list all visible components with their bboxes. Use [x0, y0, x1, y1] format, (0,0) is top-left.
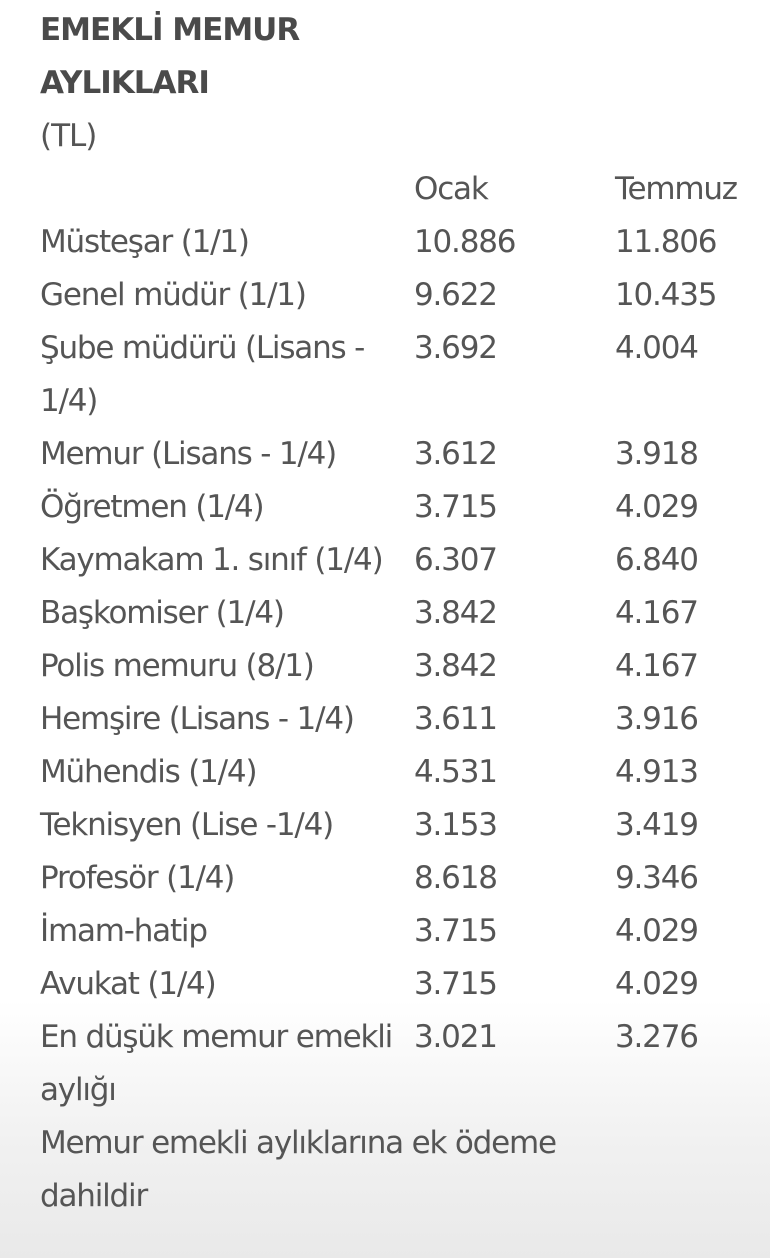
row-ocak-value: 3.715 — [414, 966, 497, 1002]
footnote: Memur emekli aylıklarına ek ödeme dahildir — [40, 1125, 556, 1214]
row-temmuz-value: 3.419 — [615, 807, 698, 843]
row-ocak-value: 3.842 — [414, 595, 497, 631]
row-label: Mühendis (1/4) — [40, 754, 257, 790]
table-row — [40, 534, 770, 587]
table-row — [40, 746, 770, 799]
table-row — [40, 216, 770, 269]
table-title-line-1: EMEKLİ MEMUR — [40, 12, 300, 48]
currency-unit: (TL) — [40, 118, 97, 154]
row-temmuz-value: 4.167 — [615, 595, 698, 631]
column-header-label — [40, 163, 414, 216]
table-row — [40, 481, 770, 534]
row-label: Şube müdürü (Lisans - 1/4) — [40, 330, 365, 419]
row-label: Polis memuru (8/1) — [40, 648, 314, 684]
row-temmuz-value: 3.276 — [615, 1019, 698, 1055]
row-ocak-value: 4.531 — [414, 754, 497, 790]
row-temmuz-value: 4.913 — [615, 754, 698, 790]
table-row — [40, 1011, 770, 1117]
column-header-ocak: Ocak — [414, 171, 488, 207]
row-ocak-value: 3.021 — [414, 1019, 497, 1055]
row-label: Teknisyen (Lise -1/4) — [40, 807, 334, 843]
row-label: Avukat (1/4) — [40, 966, 216, 1002]
table-row — [40, 269, 770, 322]
table-title-line-2: AYLIKLARI — [40, 65, 209, 101]
table-header-row — [40, 163, 770, 216]
row-ocak-value: 9.622 — [414, 277, 497, 313]
row-ocak-value: 3.715 — [414, 489, 497, 525]
row-label: İmam-hatip — [40, 913, 207, 949]
table-row — [40, 852, 770, 905]
row-label: Öğretmen (1/4) — [40, 489, 264, 525]
row-temmuz-value: 3.918 — [615, 436, 698, 472]
table-row — [40, 693, 770, 746]
row-ocak-value: 3.715 — [414, 913, 497, 949]
table-row — [40, 640, 770, 693]
row-ocak-value: 3.692 — [414, 330, 497, 366]
article-content — [40, 4, 770, 1223]
column-header-temmuz: Temmuz — [615, 171, 737, 207]
table-row — [40, 322, 770, 428]
row-ocak-value: 8.618 — [414, 860, 497, 896]
row-label: Hemşire (Lisans - 1/4) — [40, 701, 354, 737]
row-temmuz-value: 4.167 — [615, 648, 698, 684]
pension-table — [40, 163, 770, 1117]
row-temmuz-value: 6.840 — [615, 542, 698, 578]
row-label: Memur (Lisans - 1/4) — [40, 436, 337, 472]
row-ocak-value: 10.886 — [414, 224, 516, 260]
table-row — [40, 905, 770, 958]
row-label: Başkomiser (1/4) — [40, 595, 284, 631]
row-temmuz-value: 10.435 — [615, 277, 717, 313]
row-label: En düşük memur emekli aylığı — [40, 1019, 393, 1108]
row-label: Kaymakam 1. sınıf (1/4) — [40, 542, 383, 578]
row-temmuz-value: 4.029 — [615, 966, 698, 1002]
row-ocak-value: 3.611 — [414, 701, 497, 737]
row-ocak-value: 3.612 — [414, 436, 497, 472]
row-ocak-value: 3.153 — [414, 807, 497, 843]
row-label: Genel müdür (1/1) — [40, 277, 306, 313]
row-temmuz-value: 4.029 — [615, 489, 698, 525]
table-row — [40, 799, 770, 852]
row-label: Müsteşar (1/1) — [40, 224, 249, 260]
row-ocak-value: 3.842 — [414, 648, 497, 684]
table-row — [40, 428, 770, 481]
row-label: Profesör (1/4) — [40, 860, 235, 896]
row-temmuz-value: 11.806 — [615, 224, 717, 260]
row-temmuz-value: 4.029 — [615, 913, 698, 949]
row-temmuz-value: 3.916 — [615, 701, 698, 737]
row-temmuz-value: 9.346 — [615, 860, 698, 896]
row-temmuz-value: 4.004 — [615, 330, 698, 366]
table-row — [40, 958, 770, 1011]
table-row — [40, 587, 770, 640]
row-ocak-value: 6.307 — [414, 542, 497, 578]
